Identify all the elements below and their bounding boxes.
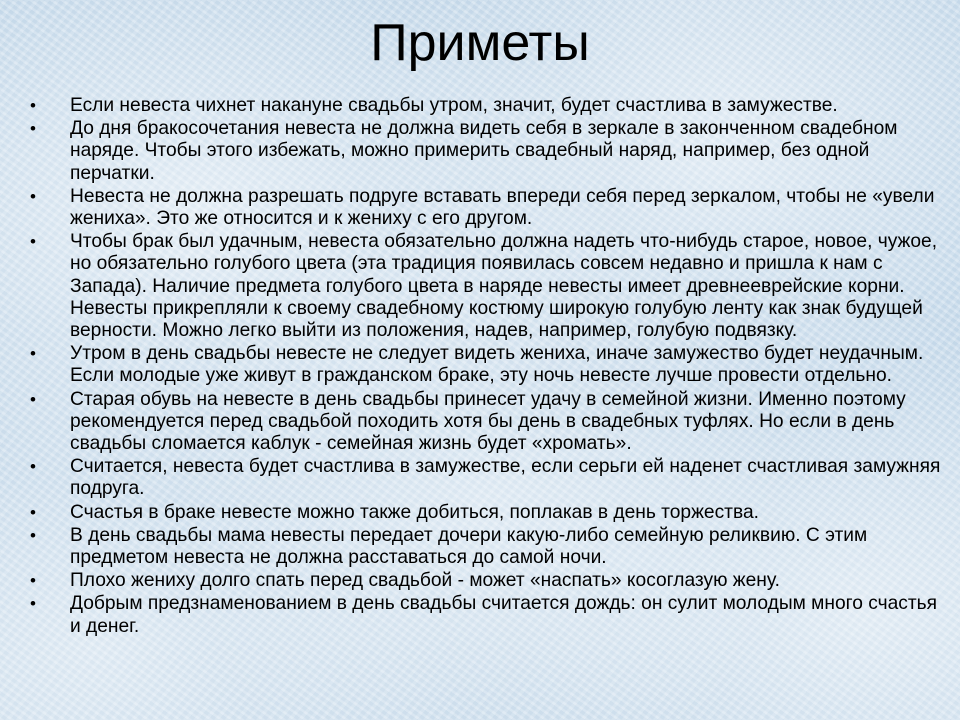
list-item bbox=[30, 186, 950, 230]
list-item bbox=[30, 343, 950, 387]
list-item bbox=[30, 570, 950, 592]
bullet-icon: • bbox=[30, 389, 36, 409]
list-item bbox=[30, 593, 950, 637]
list-item-text: Невеста не должна разрешать подруге вставать впереди себя перед зеркалом, чтобы не «увели жениха». Это же относится и к жениху с его другом. bbox=[70, 185, 935, 230]
omens-list bbox=[30, 95, 950, 639]
list-item-text: До дня бракосочетания невеста не должна видеть себя в зеркале в законченном свадебном наряде. Чтобы этого избежать, можно примерить свадебный наряд, например, без одной перчатки. bbox=[70, 118, 898, 184]
slide-title: Приметы bbox=[370, 14, 590, 72]
list-item-text: Старая обувь на невесте в день свадьбы принесет удачу в семейной жизни. Именно поэтому рекомендуется перед свадьбой походить хотя бы день в свадебных туфлях. Но если в день свадьбы сломается каблук - семейная жизнь будет «хромать». bbox=[70, 388, 906, 455]
list-item-text: Считается, невеста будет счастлива в замужестве, если серьги ей наденет счастливая замужняя подруга. bbox=[70, 456, 941, 500]
list-item bbox=[30, 456, 950, 500]
bullet-icon: • bbox=[30, 571, 36, 591]
bullet-icon: • bbox=[30, 186, 36, 206]
bullet-icon: • bbox=[30, 502, 36, 522]
bullet-icon: • bbox=[30, 119, 36, 139]
bullet-icon: • bbox=[30, 96, 36, 115]
list-item-text: Плохо жениху долго спать перед свадьбой - может «наспать» косоглазую жену. bbox=[70, 570, 780, 592]
list-item bbox=[30, 389, 950, 456]
list-item bbox=[30, 118, 950, 185]
bullet-icon: • bbox=[30, 344, 36, 364]
list-item-text: В день свадьбы мама невесты передает дочери какую-либо семейную реликвию. С этим предметом невеста не должна расставаться до самой ночи. bbox=[70, 524, 868, 569]
list-item-text: Утром в день свадьбы невесте не следует видеть жениха, иначе замужество будет неудачным. Если молодые уже живут в гражданском браке, эту ночь невесте лучше провести отдельно. bbox=[70, 343, 924, 387]
bullet-icon: • bbox=[30, 232, 36, 252]
list-item-text: Добрым предзнаменованием в день свадьбы считается дождь: он сулит молодым много счастья и денег. bbox=[70, 593, 938, 637]
bullet-icon: • bbox=[30, 594, 36, 614]
list-item-text: Если невеста чихнет накануне свадьбы утром, значит, будет счастлива в замужестве. bbox=[70, 95, 838, 116]
list-item-text: Чтобы брак был удачным, невеста обязательно должна надеть что-нибудь старое, новое, чужое, но обязательно голубого цвета (эта традиция появилась совсем недавно и пришла к нам с Запада). Наличие предмета голубого цвета в наряде невесты имеет древнееврейские корни. Невесты прикрепляли к своему свадебному костюму широкую голубую ленту как знак будущей верности. Можно легко выйти из положения, надев, например, голубую подвязку. bbox=[70, 231, 938, 342]
list-item bbox=[30, 95, 950, 117]
list-item bbox=[30, 231, 950, 342]
list-item bbox=[30, 525, 950, 569]
bullet-icon: • bbox=[30, 525, 36, 545]
list-item-text: Счастья в браке невесте можно также добиться, поплакав в день торжества. bbox=[70, 501, 759, 523]
list-item bbox=[30, 502, 950, 524]
bullet-icon: • bbox=[30, 457, 36, 477]
